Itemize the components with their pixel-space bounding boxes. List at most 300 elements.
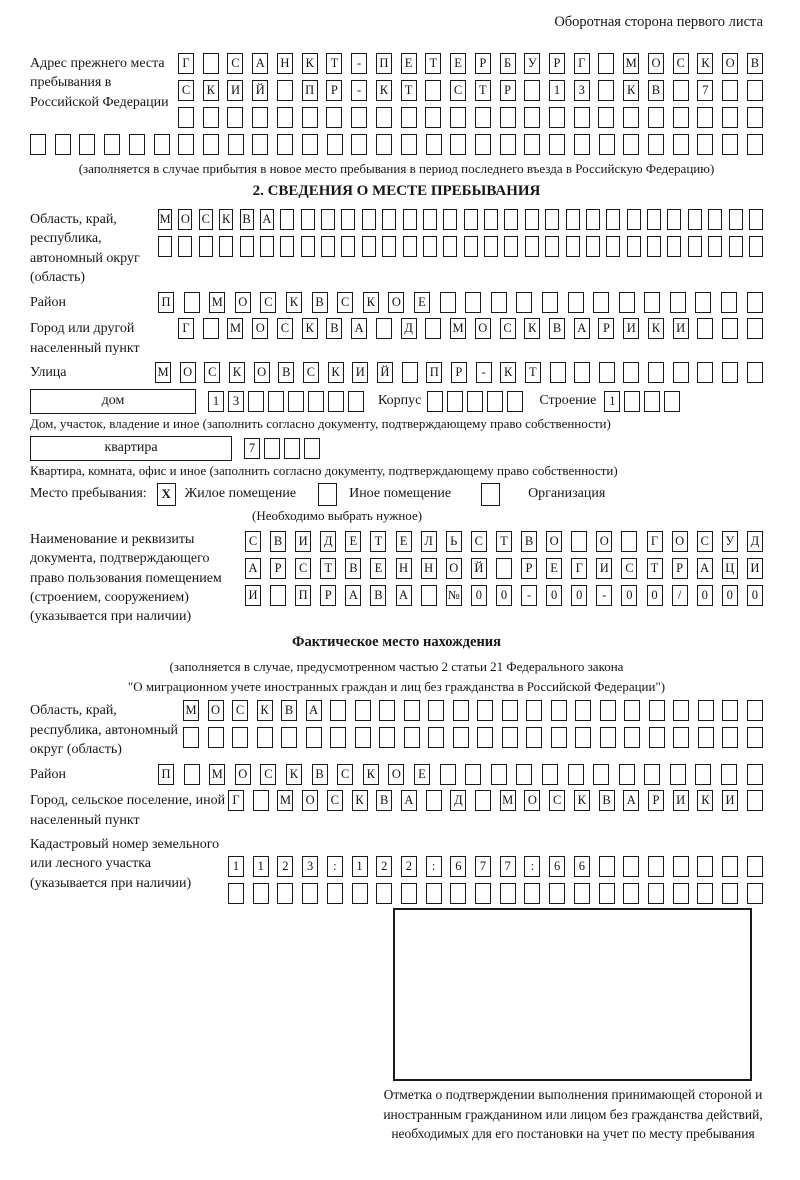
char-cell[interactable]: 1 xyxy=(549,80,565,101)
char-cell[interactable]: : xyxy=(327,856,343,877)
char-cell[interactable]: М xyxy=(155,362,171,383)
char-cell[interactable] xyxy=(301,236,315,257)
char-cell[interactable] xyxy=(722,700,738,721)
char-cell[interactable]: Р xyxy=(475,53,491,74)
char-cell[interactable]: С xyxy=(337,292,353,313)
char-cell[interactable]: / xyxy=(672,585,688,606)
char-cell[interactable] xyxy=(362,209,376,230)
char-cell[interactable] xyxy=(747,883,763,904)
char-cell[interactable] xyxy=(252,134,268,155)
char-cell[interactable]: - xyxy=(351,53,367,74)
char-cell[interactable] xyxy=(401,883,417,904)
char-cell[interactable]: Н xyxy=(396,558,412,579)
char-cell[interactable] xyxy=(574,883,590,904)
char-cell[interactable]: К xyxy=(286,764,302,785)
char-cell[interactable]: К xyxy=(623,80,639,101)
char-cell[interactable] xyxy=(747,134,763,155)
char-cell[interactable] xyxy=(586,236,600,257)
char-cell[interactable]: В xyxy=(599,790,615,811)
char-cell[interactable]: И xyxy=(596,558,612,579)
char-cell[interactable] xyxy=(260,236,274,257)
char-cell[interactable]: 0 xyxy=(571,585,587,606)
char-cell[interactable]: О xyxy=(722,53,738,74)
char-cell[interactable] xyxy=(525,209,539,230)
char-cell[interactable] xyxy=(749,209,763,230)
char-cell[interactable]: О xyxy=(388,292,404,313)
char-cell[interactable] xyxy=(341,236,355,257)
char-cell[interactable]: Т xyxy=(525,362,541,383)
char-cell[interactable] xyxy=(423,209,437,230)
char-cell[interactable] xyxy=(621,531,637,552)
char-cell[interactable] xyxy=(619,292,635,313)
char-cell[interactable] xyxy=(330,727,346,748)
char-cell[interactable] xyxy=(376,107,392,128)
char-cell[interactable] xyxy=(203,318,219,339)
char-cell[interactable] xyxy=(376,318,392,339)
char-cell[interactable]: П xyxy=(302,80,318,101)
char-cell[interactable] xyxy=(593,292,609,313)
char-cell[interactable] xyxy=(379,700,395,721)
char-cell[interactable] xyxy=(600,700,616,721)
char-cell[interactable] xyxy=(571,531,587,552)
char-cell[interactable]: П xyxy=(376,53,392,74)
char-cell[interactable] xyxy=(184,292,200,313)
char-cell[interactable]: А xyxy=(401,790,417,811)
char-cell[interactable] xyxy=(440,764,456,785)
char-cell[interactable]: К xyxy=(574,790,590,811)
char-cell[interactable] xyxy=(566,236,580,257)
char-cell[interactable] xyxy=(648,107,664,128)
char-cell[interactable] xyxy=(203,107,219,128)
char-cell[interactable] xyxy=(184,764,200,785)
char-cell[interactable]: В xyxy=(312,292,328,313)
char-cell[interactable] xyxy=(240,236,254,257)
char-cell[interactable] xyxy=(747,80,763,101)
char-cell[interactable] xyxy=(722,80,738,101)
char-cell[interactable] xyxy=(302,107,318,128)
char-cell[interactable]: С xyxy=(337,764,353,785)
char-cell[interactable] xyxy=(598,107,614,128)
char-cell[interactable] xyxy=(341,209,355,230)
char-cell[interactable]: 1 xyxy=(604,391,620,412)
char-cell[interactable] xyxy=(500,107,516,128)
char-cell[interactable]: С xyxy=(178,80,194,101)
char-cell[interactable]: М xyxy=(623,53,639,74)
char-cell[interactable] xyxy=(440,292,456,313)
char-cell[interactable]: Е xyxy=(414,764,430,785)
char-cell[interactable] xyxy=(695,292,711,313)
char-cell[interactable]: С xyxy=(697,531,713,552)
char-cell[interactable]: А xyxy=(396,585,412,606)
char-cell[interactable]: 7 xyxy=(475,856,491,877)
char-cell[interactable] xyxy=(475,883,491,904)
char-cell[interactable] xyxy=(606,209,620,230)
char-cell[interactable] xyxy=(623,107,639,128)
char-cell[interactable] xyxy=(301,209,315,230)
char-cell[interactable] xyxy=(667,236,681,257)
char-cell[interactable]: С xyxy=(245,531,261,552)
char-cell[interactable] xyxy=(227,107,243,128)
char-cell[interactable]: - xyxy=(521,585,537,606)
char-cell[interactable] xyxy=(284,438,300,459)
char-cell[interactable]: К xyxy=(500,362,516,383)
char-cell[interactable]: У xyxy=(524,53,540,74)
char-cell[interactable]: В xyxy=(648,80,664,101)
char-cell[interactable]: 6 xyxy=(574,856,590,877)
char-cell[interactable]: Ц xyxy=(722,558,738,579)
char-cell[interactable] xyxy=(624,391,640,412)
char-cell[interactable] xyxy=(708,209,722,230)
char-cell[interactable]: Й xyxy=(377,362,393,383)
char-cell[interactable]: Н xyxy=(277,53,293,74)
char-cell[interactable] xyxy=(648,134,664,155)
char-cell[interactable]: М xyxy=(277,790,293,811)
char-cell[interactable]: У xyxy=(722,531,738,552)
char-cell[interactable] xyxy=(574,362,590,383)
char-cell[interactable]: В xyxy=(747,53,763,74)
char-cell[interactable] xyxy=(747,727,763,748)
char-cell[interactable]: С xyxy=(673,53,689,74)
char-cell[interactable]: К xyxy=(352,790,368,811)
char-cell[interactable] xyxy=(747,107,763,128)
char-cell[interactable] xyxy=(525,236,539,257)
char-cell[interactable]: В xyxy=(326,318,342,339)
char-cell[interactable]: Р xyxy=(451,362,467,383)
char-cell[interactable]: С xyxy=(303,362,319,383)
char-cell[interactable] xyxy=(698,700,714,721)
char-cell[interactable] xyxy=(747,318,763,339)
char-cell[interactable] xyxy=(228,134,244,155)
char-cell[interactable] xyxy=(600,727,616,748)
char-cell[interactable]: № xyxy=(446,585,462,606)
char-cell[interactable] xyxy=(697,107,713,128)
char-cell[interactable] xyxy=(500,883,516,904)
char-cell[interactable] xyxy=(722,134,738,155)
char-cell[interactable] xyxy=(599,362,615,383)
char-cell[interactable]: И xyxy=(245,585,261,606)
char-cell[interactable] xyxy=(647,209,661,230)
char-cell[interactable]: О xyxy=(254,362,270,383)
char-cell[interactable] xyxy=(288,391,304,412)
char-cell[interactable] xyxy=(673,362,689,383)
char-cell[interactable] xyxy=(280,209,294,230)
char-cell[interactable] xyxy=(575,727,591,748)
char-cell[interactable]: Р xyxy=(500,80,516,101)
char-cell[interactable]: Р xyxy=(648,790,664,811)
char-cell[interactable] xyxy=(747,292,763,313)
char-cell[interactable] xyxy=(708,236,722,257)
char-cell[interactable]: С xyxy=(549,790,565,811)
char-cell[interactable] xyxy=(475,790,491,811)
char-cell[interactable]: В xyxy=(240,209,254,230)
char-cell[interactable] xyxy=(228,883,244,904)
char-cell[interactable] xyxy=(623,883,639,904)
char-cell[interactable]: О xyxy=(180,362,196,383)
char-cell[interactable]: Е xyxy=(414,292,430,313)
char-cell[interactable]: О xyxy=(648,53,664,74)
char-cell[interactable] xyxy=(524,80,540,101)
char-cell[interactable] xyxy=(208,727,224,748)
char-cell[interactable]: В xyxy=(345,558,361,579)
char-cell[interactable]: И xyxy=(673,790,689,811)
char-cell[interactable] xyxy=(248,391,264,412)
char-cell[interactable]: М xyxy=(158,209,172,230)
char-cell[interactable] xyxy=(427,391,443,412)
char-cell[interactable]: Т xyxy=(320,558,336,579)
char-cell[interactable] xyxy=(542,292,558,313)
char-cell[interactable] xyxy=(649,727,665,748)
char-cell[interactable]: Р xyxy=(270,558,286,579)
char-cell[interactable] xyxy=(403,236,417,257)
char-cell[interactable]: К xyxy=(697,53,713,74)
char-cell[interactable] xyxy=(450,134,466,155)
char-cell[interactable] xyxy=(722,856,738,877)
char-cell[interactable]: В xyxy=(521,531,537,552)
char-cell[interactable]: 1 xyxy=(253,856,269,877)
char-cell[interactable] xyxy=(644,292,660,313)
char-cell[interactable] xyxy=(524,107,540,128)
char-cell[interactable]: В xyxy=(281,700,297,721)
char-cell[interactable] xyxy=(698,727,714,748)
char-cell[interactable]: 3 xyxy=(574,80,590,101)
char-cell[interactable]: Е xyxy=(450,53,466,74)
char-cell[interactable] xyxy=(382,209,396,230)
char-cell[interactable]: П xyxy=(158,292,174,313)
char-cell[interactable] xyxy=(404,727,420,748)
char-cell[interactable] xyxy=(129,134,145,155)
char-cell[interactable] xyxy=(545,209,559,230)
char-cell[interactable] xyxy=(619,764,635,785)
char-cell[interactable] xyxy=(574,107,590,128)
char-cell[interactable] xyxy=(203,134,219,155)
char-cell[interactable]: 7 xyxy=(500,856,516,877)
char-cell[interactable] xyxy=(268,391,284,412)
char-cell[interactable]: С xyxy=(260,292,276,313)
char-cell[interactable]: А xyxy=(252,53,268,74)
char-cell[interactable] xyxy=(421,585,437,606)
char-cell[interactable]: И xyxy=(623,318,639,339)
char-cell[interactable]: О xyxy=(252,318,268,339)
char-cell[interactable] xyxy=(624,727,640,748)
char-cell[interactable] xyxy=(232,727,248,748)
char-cell[interactable]: А xyxy=(697,558,713,579)
char-cell[interactable] xyxy=(551,727,567,748)
char-cell[interactable] xyxy=(747,764,763,785)
char-cell[interactable] xyxy=(321,236,335,257)
char-cell[interactable]: И xyxy=(227,80,243,101)
char-cell[interactable] xyxy=(321,209,335,230)
char-cell[interactable]: О xyxy=(596,531,612,552)
char-cell[interactable]: В xyxy=(278,362,294,383)
char-cell[interactable]: В xyxy=(312,764,328,785)
char-cell[interactable] xyxy=(747,790,763,811)
char-cell[interactable] xyxy=(465,292,481,313)
char-cell[interactable]: 1 xyxy=(228,856,244,877)
char-cell[interactable] xyxy=(644,764,660,785)
char-cell[interactable]: О xyxy=(178,209,192,230)
char-cell[interactable] xyxy=(644,391,660,412)
char-cell[interactable] xyxy=(648,856,664,877)
char-cell[interactable]: К xyxy=(219,209,233,230)
char-cell[interactable] xyxy=(722,883,738,904)
char-cell[interactable]: К xyxy=(524,318,540,339)
char-cell[interactable] xyxy=(355,700,371,721)
char-cell[interactable]: Й xyxy=(471,558,487,579)
char-cell[interactable]: Г xyxy=(571,558,587,579)
char-cell[interactable]: Е xyxy=(401,53,417,74)
char-cell[interactable]: 2 xyxy=(401,856,417,877)
char-cell[interactable]: А xyxy=(623,790,639,811)
char-cell[interactable] xyxy=(526,727,542,748)
char-cell[interactable]: С xyxy=(500,318,516,339)
char-cell[interactable] xyxy=(599,856,615,877)
char-cell[interactable] xyxy=(550,362,566,383)
char-cell[interactable] xyxy=(453,700,469,721)
char-cell[interactable]: 0 xyxy=(471,585,487,606)
char-cell[interactable] xyxy=(277,883,293,904)
char-cell[interactable]: К xyxy=(257,700,273,721)
char-cell[interactable]: Е xyxy=(546,558,562,579)
char-cell[interactable] xyxy=(526,700,542,721)
char-cell[interactable] xyxy=(443,209,457,230)
char-cell[interactable] xyxy=(722,318,738,339)
char-cell[interactable]: Д xyxy=(320,531,336,552)
char-cell[interactable] xyxy=(464,236,478,257)
char-cell[interactable] xyxy=(402,362,418,383)
char-cell[interactable] xyxy=(697,362,713,383)
char-cell[interactable]: И xyxy=(352,362,368,383)
char-cell[interactable] xyxy=(623,134,639,155)
char-cell[interactable]: А xyxy=(345,585,361,606)
char-cell[interactable] xyxy=(504,209,518,230)
char-cell[interactable]: Е xyxy=(370,558,386,579)
char-cell[interactable]: М xyxy=(209,292,225,313)
char-cell[interactable] xyxy=(504,236,518,257)
char-cell[interactable] xyxy=(484,209,498,230)
char-cell[interactable]: 1 xyxy=(352,856,368,877)
char-cell[interactable] xyxy=(425,80,441,101)
char-cell[interactable] xyxy=(477,727,493,748)
char-cell[interactable] xyxy=(426,790,442,811)
char-cell[interactable]: К xyxy=(229,362,245,383)
char-cell[interactable]: Е xyxy=(396,531,412,552)
char-cell[interactable]: : xyxy=(524,856,540,877)
char-cell[interactable] xyxy=(747,362,763,383)
char-cell[interactable] xyxy=(491,292,507,313)
char-cell[interactable] xyxy=(477,700,493,721)
char-cell[interactable] xyxy=(443,236,457,257)
char-cell[interactable] xyxy=(277,107,293,128)
char-cell[interactable]: 0 xyxy=(722,585,738,606)
char-cell[interactable] xyxy=(426,134,442,155)
char-cell[interactable] xyxy=(545,236,559,257)
char-cell[interactable]: 2 xyxy=(277,856,293,877)
char-cell[interactable] xyxy=(428,700,444,721)
char-cell[interactable] xyxy=(496,558,512,579)
char-cell[interactable]: Т xyxy=(326,53,342,74)
char-cell[interactable] xyxy=(551,700,567,721)
char-cell[interactable] xyxy=(425,318,441,339)
char-cell[interactable] xyxy=(502,700,518,721)
char-cell[interactable] xyxy=(351,134,367,155)
char-cell[interactable]: О xyxy=(524,790,540,811)
char-cell[interactable]: 3 xyxy=(302,856,318,877)
char-cell[interactable] xyxy=(568,292,584,313)
char-cell[interactable] xyxy=(729,236,743,257)
char-cell[interactable] xyxy=(423,236,437,257)
char-cell[interactable] xyxy=(401,134,417,155)
char-cell[interactable]: 0 xyxy=(697,585,713,606)
char-cell[interactable]: В xyxy=(370,585,386,606)
char-cell[interactable]: С xyxy=(621,558,637,579)
char-cell[interactable] xyxy=(749,236,763,257)
char-cell[interactable] xyxy=(549,883,565,904)
char-cell[interactable] xyxy=(627,209,641,230)
residence-checkbox-zhiloe[interactable] xyxy=(157,483,176,506)
char-cell[interactable]: О xyxy=(546,531,562,552)
char-cell[interactable]: К xyxy=(376,80,392,101)
char-cell[interactable] xyxy=(697,318,713,339)
char-cell[interactable]: Р xyxy=(326,80,342,101)
char-cell[interactable]: О xyxy=(672,531,688,552)
char-cell[interactable] xyxy=(280,236,294,257)
char-cell[interactable] xyxy=(568,764,584,785)
char-cell[interactable] xyxy=(154,134,170,155)
char-cell[interactable]: Д xyxy=(401,318,417,339)
char-cell[interactable] xyxy=(670,292,686,313)
char-cell[interactable] xyxy=(257,727,273,748)
char-cell[interactable] xyxy=(328,391,344,412)
char-cell[interactable]: 0 xyxy=(496,585,512,606)
char-cell[interactable]: Т xyxy=(425,53,441,74)
char-cell[interactable]: К xyxy=(302,53,318,74)
char-cell[interactable]: С xyxy=(204,362,220,383)
char-cell[interactable] xyxy=(277,134,293,155)
char-cell[interactable]: М xyxy=(183,700,199,721)
char-cell[interactable] xyxy=(426,883,442,904)
char-cell[interactable] xyxy=(721,292,737,313)
char-cell[interactable] xyxy=(199,236,213,257)
char-cell[interactable] xyxy=(491,764,507,785)
char-cell[interactable] xyxy=(593,764,609,785)
char-cell[interactable] xyxy=(524,134,540,155)
char-cell[interactable]: К xyxy=(648,318,664,339)
char-cell[interactable]: Г xyxy=(574,53,590,74)
char-cell[interactable] xyxy=(404,700,420,721)
char-cell[interactable] xyxy=(453,727,469,748)
char-cell[interactable] xyxy=(566,209,580,230)
char-cell[interactable] xyxy=(376,134,392,155)
char-cell[interactable]: С xyxy=(260,764,276,785)
char-cell[interactable]: Р xyxy=(549,53,565,74)
char-cell[interactable] xyxy=(599,883,615,904)
char-cell[interactable]: Л xyxy=(421,531,437,552)
char-cell[interactable] xyxy=(379,727,395,748)
char-cell[interactable]: 7 xyxy=(697,80,713,101)
char-cell[interactable]: О xyxy=(235,292,251,313)
char-cell[interactable] xyxy=(697,134,713,155)
char-cell[interactable]: С xyxy=(227,53,243,74)
char-cell[interactable]: П xyxy=(426,362,442,383)
char-cell[interactable] xyxy=(623,856,639,877)
char-cell[interactable] xyxy=(627,236,641,257)
char-cell[interactable] xyxy=(253,790,269,811)
char-cell[interactable] xyxy=(308,391,324,412)
char-cell[interactable] xyxy=(623,362,639,383)
char-cell[interactable] xyxy=(326,107,342,128)
char-cell[interactable] xyxy=(475,107,491,128)
char-cell[interactable]: Т xyxy=(401,80,417,101)
